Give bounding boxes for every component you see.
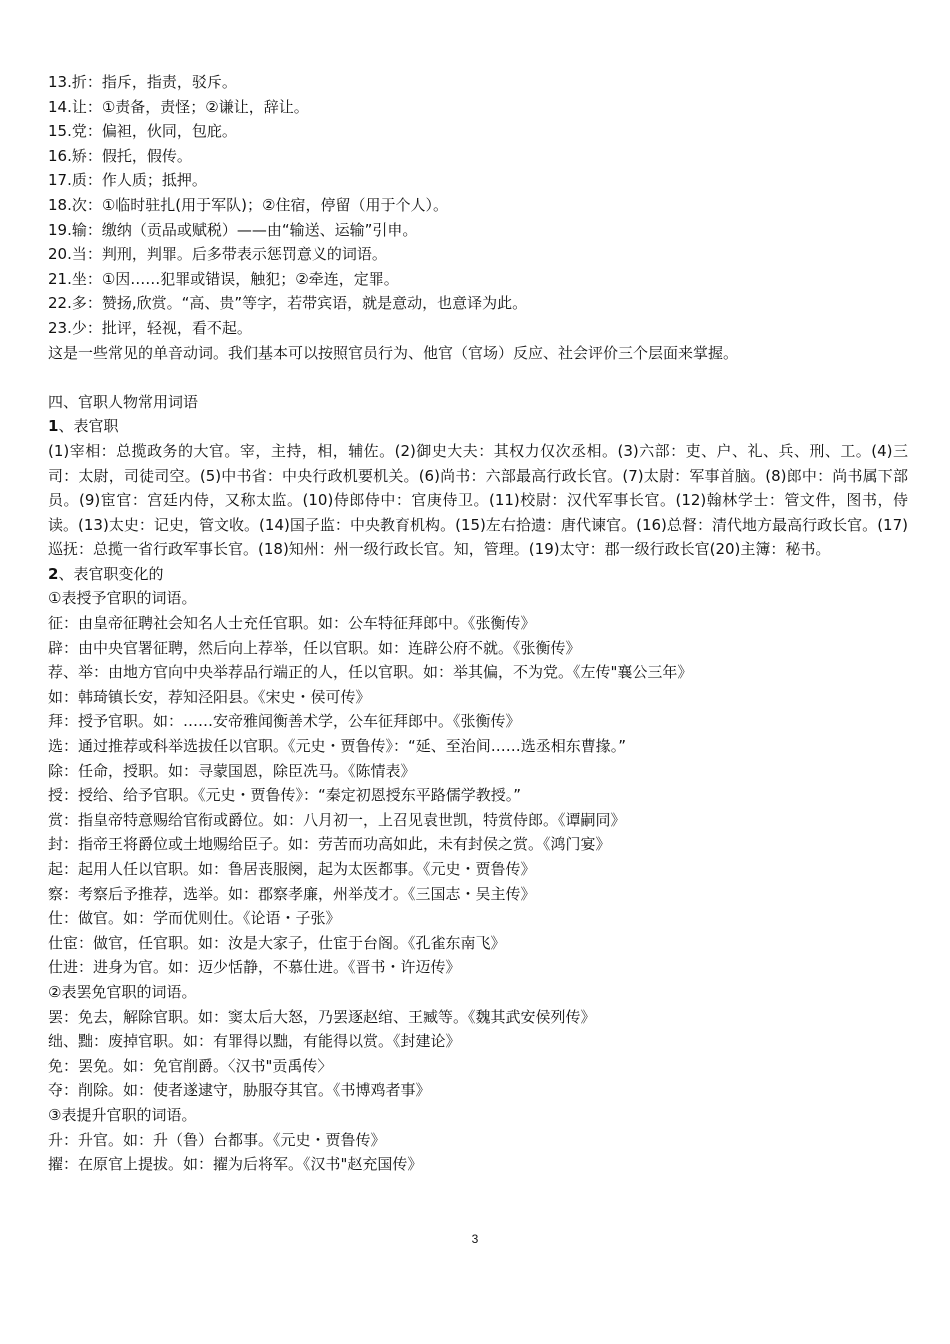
subsection-number: 2 — [48, 564, 59, 583]
subsection-title: 、表官职变化的 — [58, 564, 164, 583]
list-item: 选：通过推荐或科举选拔任以官职。《元史・贾鲁传》：“延、至治间……选丞相东曹掾。” — [48, 737, 627, 756]
list-item: 仕进：进身为官。如：迈少恬静，不慕仕进。《晋书・许迈传》 — [48, 958, 461, 977]
subsection-title: 、表官职 — [58, 417, 119, 436]
section-three-list — [48, 70, 908, 365]
list-item: 除：任命，授职。如：寻蒙国恩，除臣冼马。《陈情表》 — [48, 761, 416, 780]
list-item: 察：考察后予推荐，选举。如：郡察孝廉，州举茂才。《三国志・吴主传》 — [48, 884, 536, 903]
list-item: 封：指帝王将爵位或土地赐给臣子。如：劳苦而功高如此，未有封侯之赏。《鸿门宴》 — [48, 835, 611, 854]
list-item: 23.少：批评，轻视，看不起。 — [48, 318, 252, 337]
spacer — [48, 365, 908, 390]
summary-line: 这是一些常见的单音动词。我们基本可以按照官员行为、他官（官场）反应、社会评价三个层面来掌握。 — [48, 343, 739, 362]
list-item: 16.矫：假托，假传。 — [48, 146, 192, 165]
list-item: 绌、黜：废掉官职。如：有罪得以黜，有能得以赏。《封建论》 — [48, 1032, 461, 1051]
subsection-1-heading — [48, 414, 908, 439]
subsection-2-heading — [48, 562, 908, 587]
list-item: 升：升官。如：升（鲁）台都事。《元史・贾鲁传》 — [48, 1130, 386, 1149]
page-number: 3 — [471, 1232, 479, 1246]
list-item: 擢：在原官上提拔。如：擢为后将军。《汉书"赵充国传》 — [48, 1155, 423, 1174]
list-item: 18.次：①临时驻扎(用于军队)；②住宿，停留（用于个人）。 — [48, 195, 448, 214]
list-item: 授：授给、给予官职。《元史・贾鲁传》：“秦定初恩授东平路儒学教授。” — [48, 786, 522, 805]
list-item: 荐、举：由地方官向中央举荐品行端正的人，任以官职。如：举其偏，不为党。《左传"襄公三年》 — [48, 663, 693, 682]
section-four-title: 四、官职人物常用词语 — [48, 392, 199, 411]
list-item: 征：由皇帝征聘社会知名人士充任官职。如：公车特征拜郎中。《张衡传》 — [48, 614, 536, 633]
list-item: 夺：削除。如：使者遂逮守，胁服夺其官。《书博鸡者事》 — [48, 1081, 431, 1100]
list-item: 13.折：指斥，指责，驳斥。 — [48, 73, 237, 91]
list-item: 如：韩琦镇长安，荐知泾阳县。《宋史・侯可传》 — [48, 687, 371, 706]
list-item: 起：起用人任以官职。如：鲁居丧服阕，起为太医都事。《元史・贾鲁传》 — [48, 860, 536, 878]
official-titles-paragraph: (1)宰相：总揽政务的大官。宰，主持，相，辅佐。(2)御史大夫：其权力仅次丞相。(3)六部：吏、户、礼、兵、刑、工。(4)三司：太尉，司徒司空。(5)中书省：中央行政机要机关。(6)尚书：六部最高行政长官。(7)太尉：军事首脑。(8)郎中：尚书属下部员。(9)宦官：宫廷内侍，又称太监。(10)侍郎侍中：官庚侍卫。(11)校尉：汉代军事长官。(12)翰林学士：管文件，图书，侍读。(13)太史：记史，管文收。(14)国子监：中央教育机构。(15)左右拾遗：唐代谏官。(16)总督：清代地方最高行政长官。(17)巡抚：总揽一省行政军事长官。(18)知州：州一级行政长官。知，管理。(19)太守：郡一级行政长官(20)主簿：秘书。 — [48, 441, 908, 559]
list-item: ①表授予官职的词语。 — [48, 589, 197, 608]
list-item: 仕：做官。如：学而优则仕。《论语・子张》 — [48, 909, 341, 928]
list-item: 14.让：①责备，责怪；②谦让，辞让。 — [48, 97, 309, 116]
list-item: 赏：指皇帝特意赐给官衔或爵位。如：八月初一，上召见袁世凯，特赏侍郎。《谭嗣同》 — [48, 810, 626, 829]
list-item: 21.坐：①因……犯罪或错误，触犯；②牵连，定罪。 — [48, 269, 399, 288]
list-item: 22.多：赞扬,欣赏。“高、贵”等字，若带宾语，就是意动，也意译为此。 — [48, 294, 528, 313]
list-item: 15.党：偏袒，伙同，包庇。 — [48, 122, 237, 141]
list-item: 罢：免去，解除官职。如：窦太后大怒，乃罢逐赵绾、王臧等。《魏其武安侯列传》 — [48, 1007, 596, 1026]
list-item: 20.当：判刑，判罪。后多带表示惩罚意义的词语。 — [48, 245, 387, 264]
list-item: 拜：授予官职。如：……安帝雅闻衡善术学，公车征拜郎中。《张衡传》 — [48, 712, 521, 731]
list-item: 17.质：作人质；抵押。 — [48, 171, 207, 190]
list-item: 19.输：缴纳（贡品或赋税）——由“输送、运输”引申。 — [48, 220, 418, 239]
document-page — [48, 70, 908, 1177]
list-item: ②表罢免官职的词语。 — [48, 982, 197, 1001]
official-change-list — [48, 586, 908, 1176]
list-item: 辟：由中央官署征聘，然后向上荐举，任以官职。如：连辟公府不就。《张衡传》 — [48, 638, 581, 657]
list-item: 免：罢免。如：免官削爵。〈汉书"贡禹传〉 — [48, 1056, 333, 1075]
list-item: ③表提升官职的词语。 — [48, 1105, 197, 1124]
subsection-number: 1 — [48, 417, 59, 436]
list-item: 仕宦：做官，任官职。如：汝是大家子，仕宦于台阁。《孔雀东南飞》 — [48, 933, 506, 952]
